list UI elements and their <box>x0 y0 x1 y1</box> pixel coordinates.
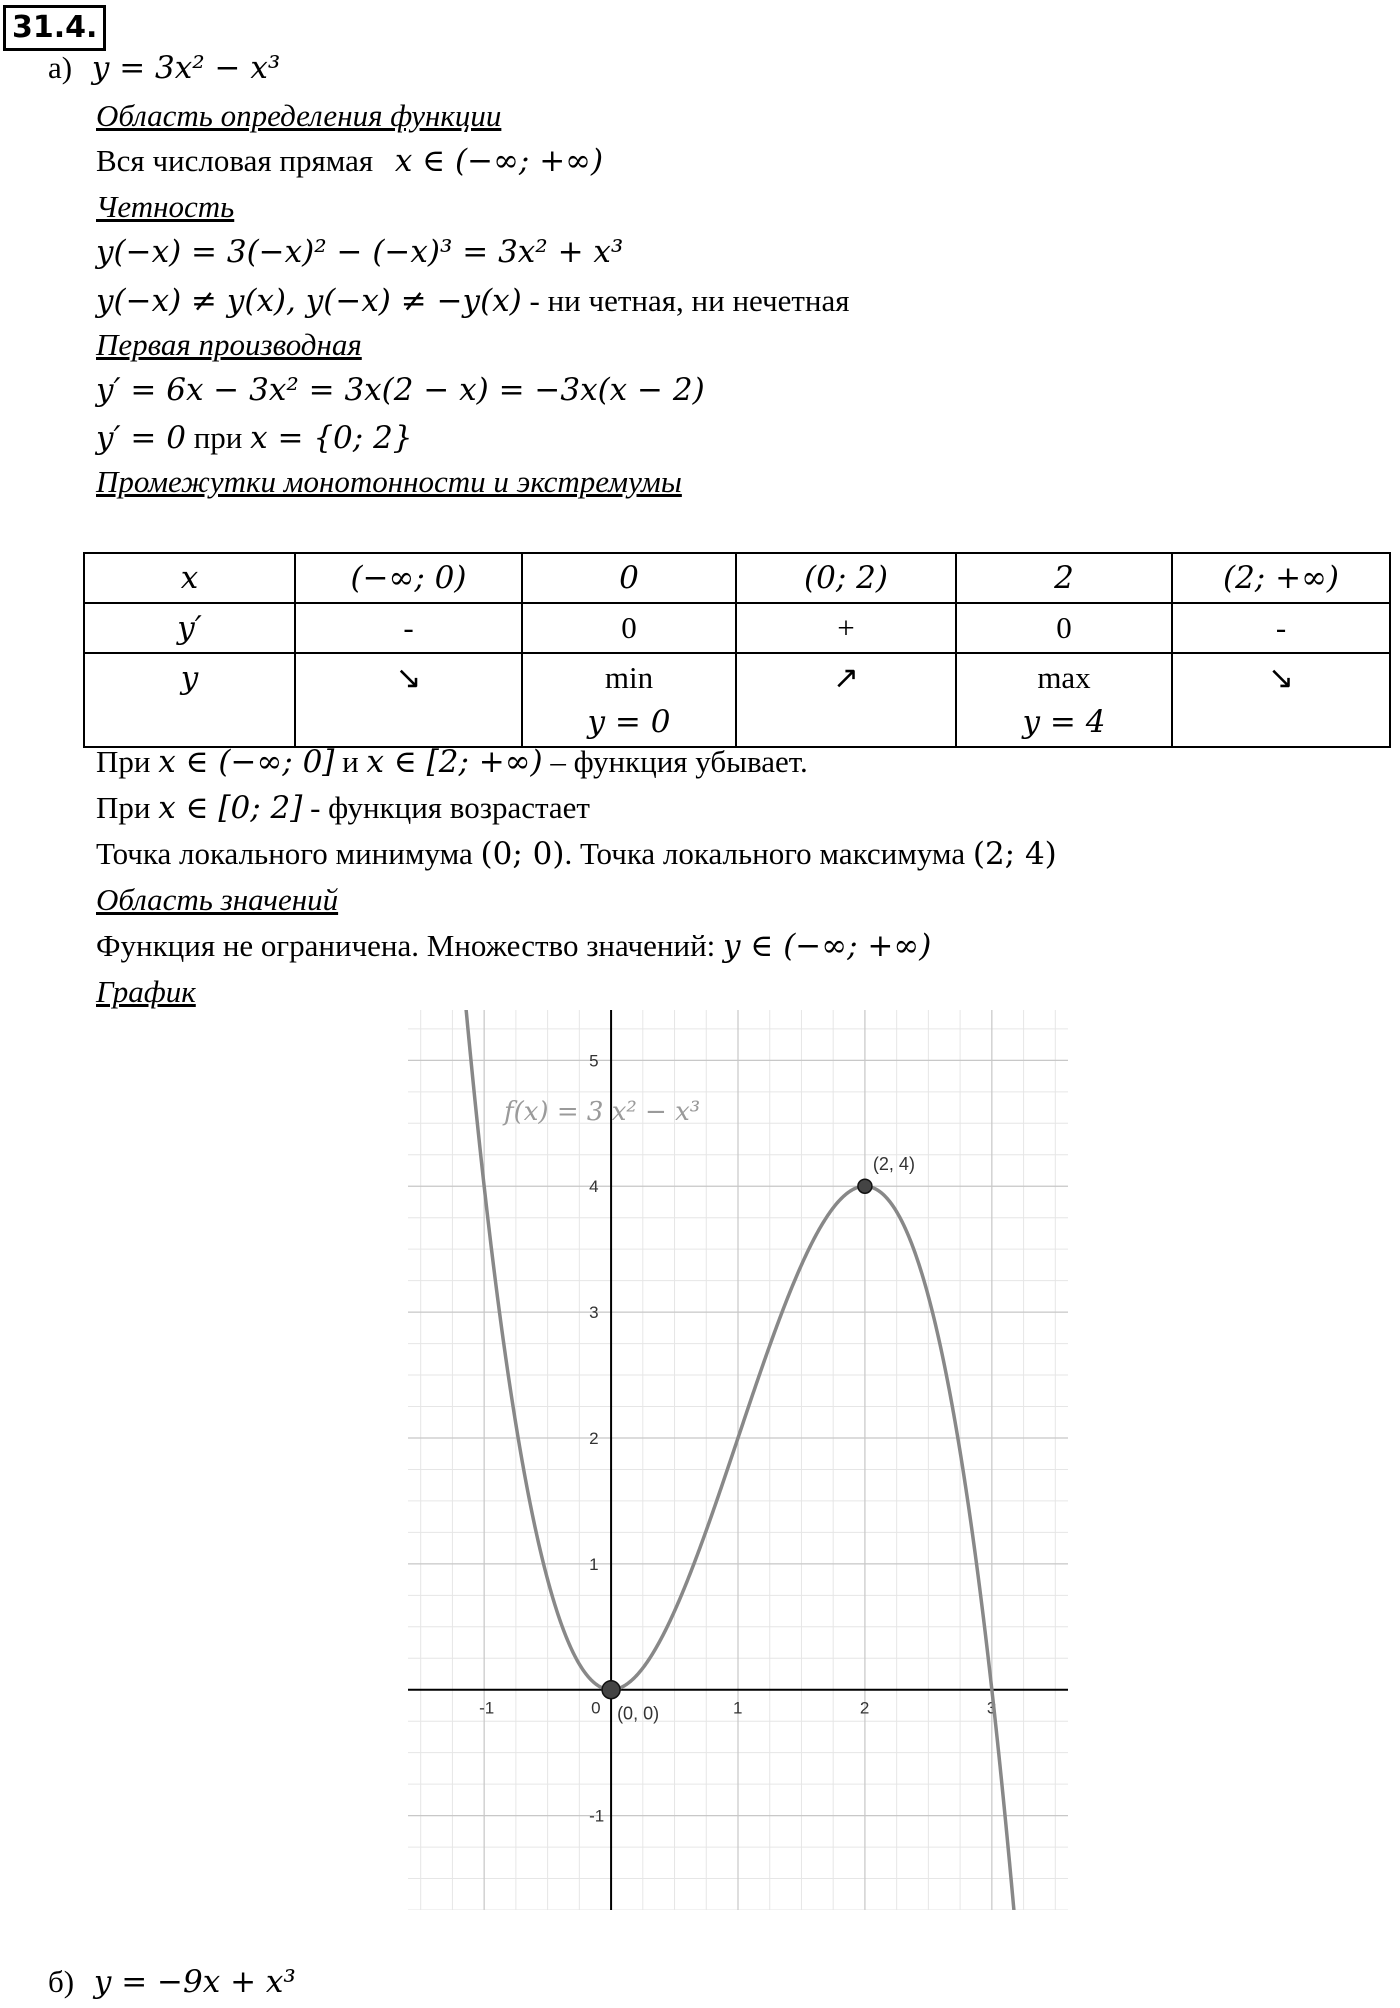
table-cell: 0 <box>522 553 736 603</box>
domain-line <box>96 141 603 181</box>
range-heading: Область значений <box>96 882 339 917</box>
decreasing-arrow: ↘ <box>395 660 422 695</box>
x-tick-label: -1 <box>479 1698 495 1718</box>
part-b-function: y = −9x + x³ <box>93 1964 296 2000</box>
table-cell: y′ <box>84 603 295 653</box>
part-a-marker: а) <box>48 50 73 85</box>
part-a-function: y = 3x² − x³ <box>91 50 281 86</box>
table-cell: max y = 4 <box>956 653 1172 747</box>
range-math: y ∈ (−∞; +∞) <box>723 928 932 964</box>
increasing-arrow: ↗ <box>833 660 859 695</box>
parity-line-1: y(−x) = 3(−x)² − (−x)³ = 3x² + x³ <box>96 234 624 270</box>
table-row-x <box>84 553 1390 603</box>
table-cell: 0 <box>522 603 736 653</box>
y-tick-label: -1 <box>589 1806 605 1826</box>
x-tick-label: 2 <box>859 1698 870 1718</box>
parity-heading: Четность <box>96 189 235 224</box>
table-cell: (0; 2) <box>736 553 956 603</box>
min-point: (0; 0) <box>480 836 565 872</box>
function-label: f(x) = 3 x² − x³ <box>504 1097 701 1127</box>
decreasing-arrow: ↘ <box>1268 660 1294 695</box>
domain-math: x ∈ (−∞; +∞) <box>394 143 604 179</box>
y-tick-label: 4 <box>589 1177 599 1197</box>
table-cell: y <box>84 653 295 747</box>
parity-line-2-text: - ни четная, ни нечетная <box>521 283 850 318</box>
max-point: (2; 4) <box>972 836 1057 872</box>
table-cell: min y = 0 <box>522 653 736 747</box>
point-label: (0, 0) <box>617 1703 660 1724</box>
domain-text: Вся числовая прямая <box>96 143 374 178</box>
x-tick-label: 1 <box>733 1698 743 1718</box>
x-tick-label: 0 <box>591 1698 601 1718</box>
decreasing-interval-1: x ∈ (−∞; 0] <box>158 744 335 780</box>
parity-line-2 <box>96 281 850 321</box>
point-label: (2, 4) <box>872 1154 915 1175</box>
decreasing-interval-2: x ∈ [2; +∞) <box>366 744 543 780</box>
table-cell: 0 <box>956 603 1172 653</box>
table-cell: - <box>1172 603 1390 653</box>
table-cell: (2; +∞) <box>1172 553 1390 603</box>
table-row-y <box>84 653 1390 747</box>
data-point <box>602 1681 620 1699</box>
derivative-line-1: y′ = 6x − 3x² = 3x(2 − x) = −3x(x − 2) <box>96 372 705 408</box>
monotonic-heading: Промежутки монотонности и экстремумы <box>96 464 682 499</box>
x-tick-label: 3 <box>986 1698 997 1718</box>
increasing-interval: x ∈ [0; 2] <box>158 790 303 826</box>
function-curve <box>461 1010 1019 1910</box>
y-tick-label: 1 <box>589 1554 599 1574</box>
parity-line-2-math: y(−x) ≠ y(x), y(−x) ≠ −y(x) <box>96 283 522 319</box>
part-b-marker: б) <box>48 1964 75 1999</box>
range-line: Функция не ограничена. Множество значений: y ∈ (−∞; +∞) <box>96 928 932 964</box>
monotonicity-table <box>83 552 1391 748</box>
data-point <box>858 1179 872 1193</box>
table-cell <box>736 653 956 747</box>
y-tick-label: 3 <box>589 1303 599 1323</box>
decreasing-line: При x ∈ (−∞; 0] и x ∈ [2; +∞) – функция убывает. <box>96 744 808 780</box>
table-cell: (−∞; 0) <box>295 553 522 603</box>
derivative-line-2 <box>96 418 413 458</box>
increasing-line: При x ∈ [0; 2] - функция возрастает <box>96 790 590 826</box>
part-a-line <box>48 48 280 88</box>
table-cell: - <box>295 603 522 653</box>
table-cell: + <box>736 603 956 653</box>
y-tick-label: 5 <box>589 1051 599 1071</box>
part-b-line <box>48 1962 296 2002</box>
derivative-when: при <box>185 420 251 455</box>
problem-number: 31.4. <box>3 5 106 51</box>
extrema-line: Точка локального минимума (0; 0). Точка локального максимума (2; 4) <box>96 836 1057 872</box>
derivative-zero: y′ = 0 <box>96 420 186 456</box>
table-cell: 2 <box>956 553 1172 603</box>
derivative-roots: x = {0; 2} <box>250 420 413 456</box>
y-tick-label: 2 <box>589 1428 599 1448</box>
derivative-heading: Первая производная <box>96 327 362 362</box>
domain-heading: Область определения функции <box>96 98 502 133</box>
table-cell <box>295 653 522 747</box>
table-row-dy <box>84 603 1390 653</box>
table-cell: x <box>84 553 295 603</box>
table-cell <box>1172 653 1390 747</box>
function-graph <box>408 1010 1068 1910</box>
graph-heading: График <box>96 974 196 1009</box>
